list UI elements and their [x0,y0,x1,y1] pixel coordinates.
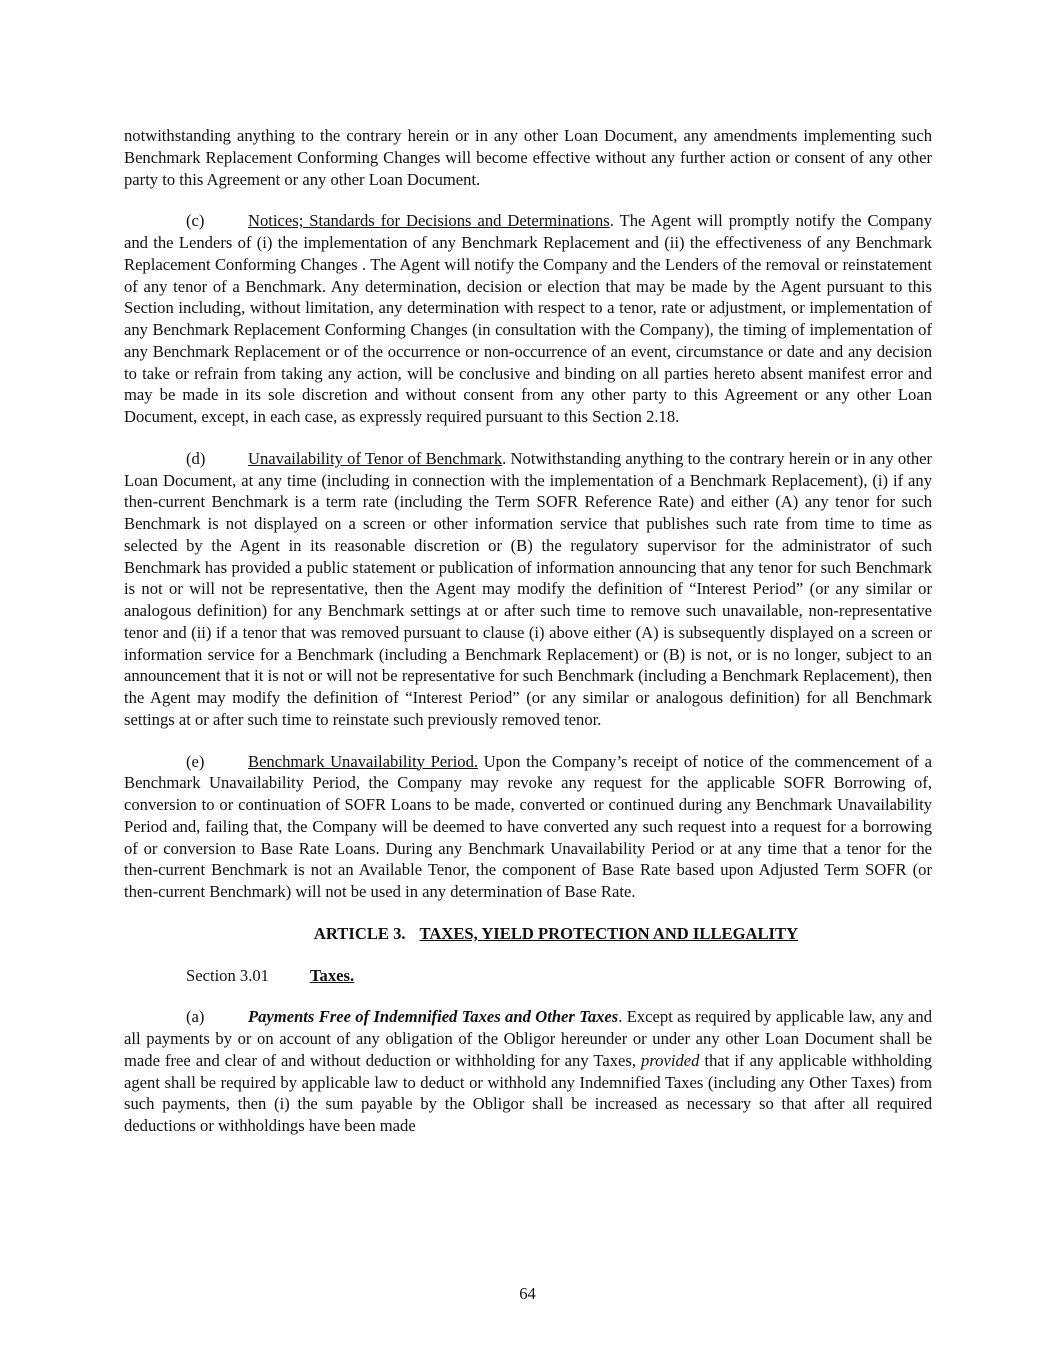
section-number: Section 3.01 [186,965,269,985]
paragraph-e-text: Upon the Company’s receipt of notice of the commencement of a Benchmark Unavailability Period, the Company may revoke any request for the applicable SOFR Borrowing of, conversion to or continuation of SOFR Loans to be made, converted or continued during any Benchmark Unavailability Period and, failing that, the Company will be deemed to have converted any such request into a request for a borrowing of or conversion to Base Rate Loans. During any Benchmark Unavailability Period or at any time that a tenor for the then-current Benchmark is not an Available Tenor, the component of Base Rate based upon Adjusted Term SOFR (or then-current Benchmark) will not be used in any determination of Base Rate. [124,751,932,901]
article-number: ARTICLE 3. [313,923,406,943]
article-title: TAXES, YIELD PROTECTION AND ILLEGALITY [419,923,799,943]
paragraph-a-title: Payments Free of Indemnified Taxes and Other Taxes [248,1007,619,1027]
paragraph-e-title: Benchmark Unavailability Period. [248,751,479,771]
paragraph-d-text: . Notwithstanding anything to the contrary herein or in any other Loan Document, at any time (including in connection with the implementation of a Benchmark Replacement), (i) if any then-current Benchmark is a term rate (including the Term SOFR Reference Rate) and either (A) any tenor for such Benchmark is not displayed on a screen or other information service that publishes such rate from time to time as selected by the Agent in its reasonable discretion or (B) the regulatory supervisor for the administrator of such Benchmark has provided a public statement or publication of information announcing that any tenor for such Benchmark is not or will not be representative, then the Agent may modify the definition of “Interest Period” (or any similar or analogous definition) for any Benchmark settings at or after such time to remove such unavailable, non-representative tenor and (ii) if a tenor that was removed pursuant to clause (i) above either (A) is subsequently displayed on a screen or information service for a Benchmark (including a Benchmark Replacement) or (B) is not, or is no longer, subject to an announcement that it is not or will not be representative for such Benchmark (including a Benchmark Replacement), then the Agent may modify the definition of “Interest Period” (or any similar or analogous definition) for all Benchmark settings at or after such time to reinstate such previously removed tenor. [124,448,933,729]
page-number: 64 [519,1284,536,1303]
paragraph-a-text-1: . Except as required by applicable law, any and all payments by or on account of any obligation of the Obligor hereunder or under any other Loan Document shall be made free and clear of and without deduction or withholding for any Taxes, [124,1007,933,1070]
section-heading [124,965,932,987]
article-heading [124,923,932,945]
continuation-paragraph: notwithstanding anything to the contrary herein or in any other Loan Document, any amendments implementing such Benchmark Replacement Conforming Changes will become effective without any further action or consent of any other party to this Agreement or any other Loan Document. [124,126,932,189]
paragraph-a-text-2: that if any applicable withholding agent shall be required by applicable law to deduct or withhold any Indemnified Taxes (including any Other Taxes) from such payments, then (i) the sum payable by the Obligor shall be increased as necessary so that after all required deductions or withholdings have been made [124,1050,933,1135]
document-body [124,125,932,1157]
paragraph-d [124,448,932,731]
section-title: Taxes. [310,965,355,985]
paragraph-e [124,751,932,903]
paragraph-d-title: Unavailability of Tenor of Benchmark [248,448,503,468]
paragraph-e-label: (e) [186,751,205,771]
paragraph-c-title: Notices; Standards for Decisions and Determinations [248,211,610,231]
paragraph-c [124,210,932,428]
paragraph-a [124,1006,932,1137]
paragraph-a-provided: provided [641,1050,700,1070]
paragraph-c-text: . The Agent will promptly notify the Company and the Lenders of (i) the implementation of any Benchmark Replacement and (ii) the effectiveness of any Benchmark Replacement Conforming Changes . The Agent will notify the Company and the Lenders of the removal or reinstatement of any tenor of a Benchmark. Any determination, decision or election that may be made by the Agent pursuant to this Section including, without limitation, any determination with respect to a tenor, rate or adjustment, or implementation of any Benchmark Replacement Conforming Changes (in consultation with the Company), the timing of implementation of any Benchmark Replacement or of the occurrence or non-occurrence of an event, circumstance or date and any decision to take or refrain from taking any action, will be conclusive and binding on all parties hereto absent manifest error and may be made in its sole discretion and without consent from any other party to this Agreement or any other Loan Document, except, in each case, as expressly required pursuant to this Section 2.18. [124,211,932,426]
paragraph-c-label: (c) [186,211,205,231]
paragraph-d-label: (d) [186,448,206,468]
paragraph-a-label: (a) [186,1007,205,1027]
